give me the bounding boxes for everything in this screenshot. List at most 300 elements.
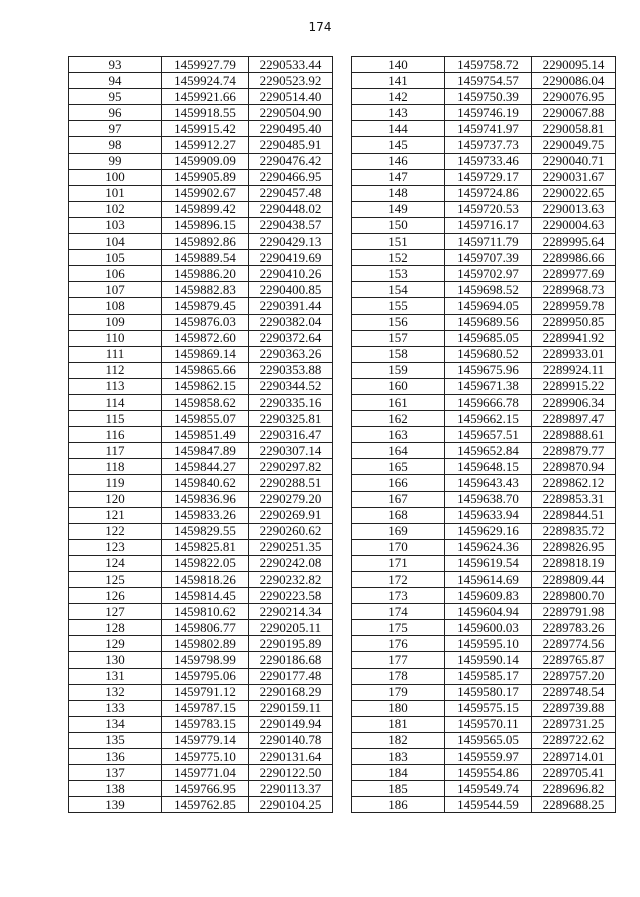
point-number-cell: 179: [352, 684, 445, 700]
point-number-cell: 110: [69, 330, 162, 346]
x-coordinate-cell: 1459638.70: [445, 491, 532, 507]
table-row: [69, 636, 333, 652]
y-coordinate-cell: 2290523.92: [249, 73, 333, 89]
table-row: [69, 700, 333, 716]
table-row: [352, 459, 616, 475]
point-number-cell: 107: [69, 282, 162, 298]
y-coordinate-cell: 2290514.40: [249, 89, 333, 105]
point-number-cell: 119: [69, 475, 162, 491]
x-coordinate-cell: 1459886.20: [162, 266, 249, 282]
point-number-cell: 183: [352, 749, 445, 765]
table-row: [352, 330, 616, 346]
x-coordinate-cell: 1459724.86: [445, 185, 532, 201]
x-coordinate-cell: 1459858.62: [162, 394, 249, 410]
x-coordinate-cell: 1459580.17: [445, 684, 532, 700]
y-coordinate-cell: 2290335.16: [249, 394, 333, 410]
y-coordinate-cell: 2290410.26: [249, 266, 333, 282]
x-coordinate-cell: 1459711.79: [445, 234, 532, 250]
table-row: [69, 169, 333, 185]
y-coordinate-cell: 2290058.81: [532, 121, 616, 137]
y-coordinate-cell: 2289906.34: [532, 394, 616, 410]
x-coordinate-cell: 1459762.85: [162, 797, 249, 813]
table-row: [352, 346, 616, 362]
y-coordinate-cell: 2290223.58: [249, 588, 333, 604]
y-coordinate-cell: 2289818.19: [532, 555, 616, 571]
table-row: [352, 298, 616, 314]
table-row: [352, 234, 616, 250]
table-row: [352, 781, 616, 797]
y-coordinate-cell: 2289696.82: [532, 781, 616, 797]
point-number-cell: 124: [69, 555, 162, 571]
y-coordinate-cell: 2290504.90: [249, 105, 333, 121]
y-coordinate-cell: 2289933.01: [532, 346, 616, 362]
y-coordinate-cell: 2289915.22: [532, 378, 616, 394]
point-number-cell: 171: [352, 555, 445, 571]
x-coordinate-cell: 1459766.95: [162, 781, 249, 797]
point-number-cell: 140: [352, 57, 445, 73]
x-coordinate-cell: 1459633.94: [445, 507, 532, 523]
table-row: [69, 137, 333, 153]
point-number-cell: 123: [69, 539, 162, 555]
x-coordinate-cell: 1459902.67: [162, 185, 249, 201]
x-coordinate-cell: 1459833.26: [162, 507, 249, 523]
y-coordinate-cell: 2289888.61: [532, 427, 616, 443]
table-row: [69, 459, 333, 475]
point-number-cell: 122: [69, 523, 162, 539]
y-coordinate-cell: 2289714.01: [532, 749, 616, 765]
point-number-cell: 133: [69, 700, 162, 716]
point-number-cell: 164: [352, 443, 445, 459]
y-coordinate-cell: 2290095.14: [532, 57, 616, 73]
table-row: [69, 491, 333, 507]
table-row: [352, 57, 616, 73]
table-row: [69, 781, 333, 797]
y-coordinate-cell: 2289757.20: [532, 668, 616, 684]
x-coordinate-cell: 1459737.73: [445, 137, 532, 153]
table-row: [352, 443, 616, 459]
x-coordinate-cell: 1459657.51: [445, 427, 532, 443]
table-row: [69, 250, 333, 266]
y-coordinate-cell: 2290022.65: [532, 185, 616, 201]
x-coordinate-cell: 1459629.16: [445, 523, 532, 539]
x-coordinate-cell: 1459771.04: [162, 765, 249, 781]
table-row: [69, 185, 333, 201]
y-coordinate-cell: 2290533.44: [249, 57, 333, 73]
point-number-cell: 139: [69, 797, 162, 813]
table-row: [69, 539, 333, 555]
y-coordinate-cell: 2290363.26: [249, 346, 333, 362]
x-coordinate-cell: 1459570.11: [445, 716, 532, 732]
table-row: [352, 89, 616, 105]
table-row: [352, 250, 616, 266]
y-coordinate-cell: 2290307.14: [249, 443, 333, 459]
y-coordinate-cell: 2290288.51: [249, 475, 333, 491]
y-coordinate-cell: 2290260.62: [249, 523, 333, 539]
table-row: [352, 491, 616, 507]
point-number-cell: 182: [352, 732, 445, 748]
table-row: [352, 797, 616, 813]
x-coordinate-cell: 1459746.19: [445, 105, 532, 121]
y-coordinate-cell: 2289783.26: [532, 620, 616, 636]
table-row: [69, 555, 333, 571]
point-number-cell: 112: [69, 362, 162, 378]
point-number-cell: 174: [352, 604, 445, 620]
y-coordinate-cell: 2289844.51: [532, 507, 616, 523]
x-coordinate-cell: 1459818.26: [162, 572, 249, 588]
x-coordinate-cell: 1459565.05: [445, 732, 532, 748]
point-number-cell: 135: [69, 732, 162, 748]
point-number-cell: 108: [69, 298, 162, 314]
point-number-cell: 120: [69, 491, 162, 507]
table-row: [69, 394, 333, 410]
point-number-cell: 106: [69, 266, 162, 282]
x-coordinate-cell: 1459595.10: [445, 636, 532, 652]
x-coordinate-cell: 1459619.54: [445, 555, 532, 571]
y-coordinate-cell: 2289879.77: [532, 443, 616, 459]
table-row: [352, 201, 616, 217]
y-coordinate-cell: 2290466.95: [249, 169, 333, 185]
x-coordinate-cell: 1459624.36: [445, 539, 532, 555]
y-coordinate-cell: 2290149.94: [249, 716, 333, 732]
y-coordinate-cell: 2290316.47: [249, 427, 333, 443]
table-row: [69, 427, 333, 443]
y-coordinate-cell: 2290214.34: [249, 604, 333, 620]
x-coordinate-cell: 1459652.84: [445, 443, 532, 459]
table-row: [352, 765, 616, 781]
y-coordinate-cell: 2290086.04: [532, 73, 616, 89]
x-coordinate-cell: 1459666.78: [445, 394, 532, 410]
y-coordinate-cell: 2290279.20: [249, 491, 333, 507]
table-row: [69, 298, 333, 314]
x-coordinate-cell: 1459882.83: [162, 282, 249, 298]
y-coordinate-cell: 2289722.62: [532, 732, 616, 748]
table-row: [352, 749, 616, 765]
table-row: [352, 475, 616, 491]
table-row: [352, 73, 616, 89]
y-coordinate-cell: 2289995.64: [532, 234, 616, 250]
y-coordinate-cell: 2290031.67: [532, 169, 616, 185]
point-number-cell: 121: [69, 507, 162, 523]
table-row: [352, 716, 616, 732]
x-coordinate-cell: 1459680.52: [445, 346, 532, 362]
table-row: [69, 105, 333, 121]
point-number-cell: 94: [69, 73, 162, 89]
point-number-cell: 138: [69, 781, 162, 797]
x-coordinate-cell: 1459575.15: [445, 700, 532, 716]
point-number-cell: 109: [69, 314, 162, 330]
y-coordinate-cell: 2290177.48: [249, 668, 333, 684]
table-row: [352, 636, 616, 652]
x-coordinate-cell: 1459675.96: [445, 362, 532, 378]
table-row: [352, 105, 616, 121]
table-row: [352, 314, 616, 330]
table-row: [352, 137, 616, 153]
point-number-cell: 117: [69, 443, 162, 459]
table-row: [352, 732, 616, 748]
x-coordinate-cell: 1459802.89: [162, 636, 249, 652]
x-coordinate-cell: 1459810.62: [162, 604, 249, 620]
table-row: [69, 282, 333, 298]
y-coordinate-cell: 2290159.11: [249, 700, 333, 716]
x-coordinate-cell: 1459750.39: [445, 89, 532, 105]
table-row: [352, 378, 616, 394]
table-row: [352, 153, 616, 169]
table-row: [352, 620, 616, 636]
x-coordinate-cell: 1459847.89: [162, 443, 249, 459]
y-coordinate-cell: 2290205.11: [249, 620, 333, 636]
point-number-cell: 173: [352, 588, 445, 604]
point-number-cell: 169: [352, 523, 445, 539]
y-coordinate-cell: 2289731.25: [532, 716, 616, 732]
table-row: [69, 475, 333, 491]
table-row: [69, 588, 333, 604]
y-coordinate-cell: 2290297.82: [249, 459, 333, 475]
page-number: 174: [308, 20, 332, 34]
x-coordinate-cell: 1459892.86: [162, 234, 249, 250]
y-coordinate-cell: 2290195.89: [249, 636, 333, 652]
x-coordinate-cell: 1459554.86: [445, 765, 532, 781]
y-coordinate-cell: 2289941.92: [532, 330, 616, 346]
x-coordinate-cell: 1459775.10: [162, 749, 249, 765]
table-row: [69, 330, 333, 346]
table-row: [69, 749, 333, 765]
y-coordinate-cell: 2290104.25: [249, 797, 333, 813]
point-number-cell: 155: [352, 298, 445, 314]
x-coordinate-cell: 1459698.52: [445, 282, 532, 298]
y-coordinate-cell: 2289739.88: [532, 700, 616, 716]
y-coordinate-cell: 2290391.44: [249, 298, 333, 314]
x-coordinate-cell: 1459741.97: [445, 121, 532, 137]
x-coordinate-cell: 1459549.74: [445, 781, 532, 797]
x-coordinate-cell: 1459899.42: [162, 201, 249, 217]
x-coordinate-cell: 1459814.45: [162, 588, 249, 604]
table-row: [69, 217, 333, 233]
x-coordinate-cell: 1459915.42: [162, 121, 249, 137]
point-number-cell: 152: [352, 250, 445, 266]
table-row: [352, 668, 616, 684]
x-coordinate-cell: 1459798.99: [162, 652, 249, 668]
point-number-cell: 137: [69, 765, 162, 781]
x-coordinate-cell: 1459855.07: [162, 411, 249, 427]
x-coordinate-cell: 1459889.54: [162, 250, 249, 266]
y-coordinate-cell: 2290353.88: [249, 362, 333, 378]
y-coordinate-cell: 2290269.91: [249, 507, 333, 523]
y-coordinate-cell: 2289862.12: [532, 475, 616, 491]
point-number-cell: 114: [69, 394, 162, 410]
table-row: [352, 427, 616, 443]
x-coordinate-cell: 1459544.59: [445, 797, 532, 813]
y-coordinate-cell: 2289924.11: [532, 362, 616, 378]
point-number-cell: 93: [69, 57, 162, 73]
point-number-cell: 170: [352, 539, 445, 555]
point-number-cell: 160: [352, 378, 445, 394]
point-number-cell: 156: [352, 314, 445, 330]
point-number-cell: 166: [352, 475, 445, 491]
point-number-cell: 113: [69, 378, 162, 394]
x-coordinate-cell: 1459648.15: [445, 459, 532, 475]
y-coordinate-cell: 2289765.87: [532, 652, 616, 668]
point-number-cell: 161: [352, 394, 445, 410]
x-coordinate-cell: 1459733.46: [445, 153, 532, 169]
y-coordinate-cell: 2290400.85: [249, 282, 333, 298]
table-row: [352, 604, 616, 620]
point-number-cell: 158: [352, 346, 445, 362]
y-coordinate-cell: 2290131.64: [249, 749, 333, 765]
table-row: [69, 378, 333, 394]
x-coordinate-cell: 1459707.39: [445, 250, 532, 266]
point-number-cell: 159: [352, 362, 445, 378]
point-number-cell: 162: [352, 411, 445, 427]
y-coordinate-cell: 2289800.70: [532, 588, 616, 604]
x-coordinate-cell: 1459905.89: [162, 169, 249, 185]
table-row: [69, 266, 333, 282]
table-row: [352, 362, 616, 378]
point-number-cell: 177: [352, 652, 445, 668]
table-row: [69, 732, 333, 748]
point-number-cell: 104: [69, 234, 162, 250]
y-coordinate-cell: 2289791.98: [532, 604, 616, 620]
table-row: [69, 314, 333, 330]
point-number-cell: 128: [69, 620, 162, 636]
x-coordinate-cell: 1459758.72: [445, 57, 532, 73]
table-row: [69, 443, 333, 459]
table-row: [69, 716, 333, 732]
point-number-cell: 167: [352, 491, 445, 507]
point-number-cell: 145: [352, 137, 445, 153]
table-row: [352, 555, 616, 571]
table-row: [352, 394, 616, 410]
x-coordinate-cell: 1459716.17: [445, 217, 532, 233]
y-coordinate-cell: 2289977.69: [532, 266, 616, 282]
x-coordinate-cell: 1459806.77: [162, 620, 249, 636]
x-coordinate-cell: 1459783.15: [162, 716, 249, 732]
point-number-cell: 127: [69, 604, 162, 620]
table-row: [352, 684, 616, 700]
point-number-cell: 151: [352, 234, 445, 250]
y-coordinate-cell: 2289809.44: [532, 572, 616, 588]
table-row: [69, 57, 333, 73]
y-coordinate-cell: 2289968.73: [532, 282, 616, 298]
point-number-cell: 125: [69, 572, 162, 588]
point-number-cell: 126: [69, 588, 162, 604]
y-coordinate-cell: 2290004.63: [532, 217, 616, 233]
point-number-cell: 141: [352, 73, 445, 89]
table-row: [69, 121, 333, 137]
point-number-cell: 150: [352, 217, 445, 233]
y-coordinate-cell: 2289853.31: [532, 491, 616, 507]
y-coordinate-cell: 2290485.91: [249, 137, 333, 153]
table-row: [69, 797, 333, 813]
table-row: [352, 588, 616, 604]
x-coordinate-cell: 1459600.03: [445, 620, 532, 636]
y-coordinate-cell: 2290448.02: [249, 201, 333, 217]
table-row: [69, 89, 333, 105]
y-coordinate-cell: 2290232.82: [249, 572, 333, 588]
x-coordinate-cell: 1459787.15: [162, 700, 249, 716]
point-number-cell: 146: [352, 153, 445, 169]
table-row: [352, 652, 616, 668]
x-coordinate-cell: 1459844.27: [162, 459, 249, 475]
y-coordinate-cell: 2289870.94: [532, 459, 616, 475]
point-number-cell: 136: [69, 749, 162, 765]
point-number-cell: 100: [69, 169, 162, 185]
x-coordinate-cell: 1459559.97: [445, 749, 532, 765]
y-coordinate-cell: 2290140.78: [249, 732, 333, 748]
point-number-cell: 148: [352, 185, 445, 201]
y-coordinate-cell: 2290325.81: [249, 411, 333, 427]
x-coordinate-cell: 1459879.45: [162, 298, 249, 314]
x-coordinate-cell: 1459865.66: [162, 362, 249, 378]
y-coordinate-cell: 2289986.66: [532, 250, 616, 266]
point-number-cell: 98: [69, 137, 162, 153]
x-coordinate-cell: 1459876.03: [162, 314, 249, 330]
table-row: [352, 121, 616, 137]
x-coordinate-cell: 1459851.49: [162, 427, 249, 443]
table-row: [352, 539, 616, 555]
table-row: [69, 523, 333, 539]
x-coordinate-cell: 1459822.05: [162, 555, 249, 571]
y-coordinate-cell: 2290344.52: [249, 378, 333, 394]
point-number-cell: 115: [69, 411, 162, 427]
table-row: [69, 765, 333, 781]
x-coordinate-cell: 1459604.94: [445, 604, 532, 620]
table-row: [352, 523, 616, 539]
y-coordinate-cell: 2289748.54: [532, 684, 616, 700]
x-coordinate-cell: 1459702.97: [445, 266, 532, 282]
point-number-cell: 181: [352, 716, 445, 732]
y-coordinate-cell: 2289826.95: [532, 539, 616, 555]
y-coordinate-cell: 2290049.75: [532, 137, 616, 153]
y-coordinate-cell: 2289897.47: [532, 411, 616, 427]
y-coordinate-cell: 2290251.35: [249, 539, 333, 555]
table-row: [69, 620, 333, 636]
table-row: [352, 266, 616, 282]
table-row: [352, 507, 616, 523]
y-coordinate-cell: 2289705.41: [532, 765, 616, 781]
y-coordinate-cell: 2289959.78: [532, 298, 616, 314]
point-number-cell: 176: [352, 636, 445, 652]
point-number-cell: 165: [352, 459, 445, 475]
point-number-cell: 180: [352, 700, 445, 716]
y-coordinate-cell: 2289688.25: [532, 797, 616, 813]
point-number-cell: 185: [352, 781, 445, 797]
coordinate-table-right: [351, 56, 616, 813]
x-coordinate-cell: 1459909.09: [162, 153, 249, 169]
point-number-cell: 144: [352, 121, 445, 137]
point-number-cell: 95: [69, 89, 162, 105]
x-coordinate-cell: 1459918.55: [162, 105, 249, 121]
y-coordinate-cell: 2290429.13: [249, 234, 333, 250]
table-row: [352, 282, 616, 298]
point-number-cell: 132: [69, 684, 162, 700]
table-row: [69, 572, 333, 588]
x-coordinate-cell: 1459779.14: [162, 732, 249, 748]
x-coordinate-cell: 1459795.06: [162, 668, 249, 684]
point-number-cell: 168: [352, 507, 445, 523]
table-row: [352, 411, 616, 427]
point-number-cell: 184: [352, 765, 445, 781]
x-coordinate-cell: 1459643.43: [445, 475, 532, 491]
table-row: [352, 169, 616, 185]
point-number-cell: 97: [69, 121, 162, 137]
point-number-cell: 143: [352, 105, 445, 121]
table-row: [69, 652, 333, 668]
table-row: [69, 201, 333, 217]
y-coordinate-cell: 2290457.48: [249, 185, 333, 201]
x-coordinate-cell: 1459694.05: [445, 298, 532, 314]
y-coordinate-cell: 2290438.57: [249, 217, 333, 233]
x-coordinate-cell: 1459685.05: [445, 330, 532, 346]
